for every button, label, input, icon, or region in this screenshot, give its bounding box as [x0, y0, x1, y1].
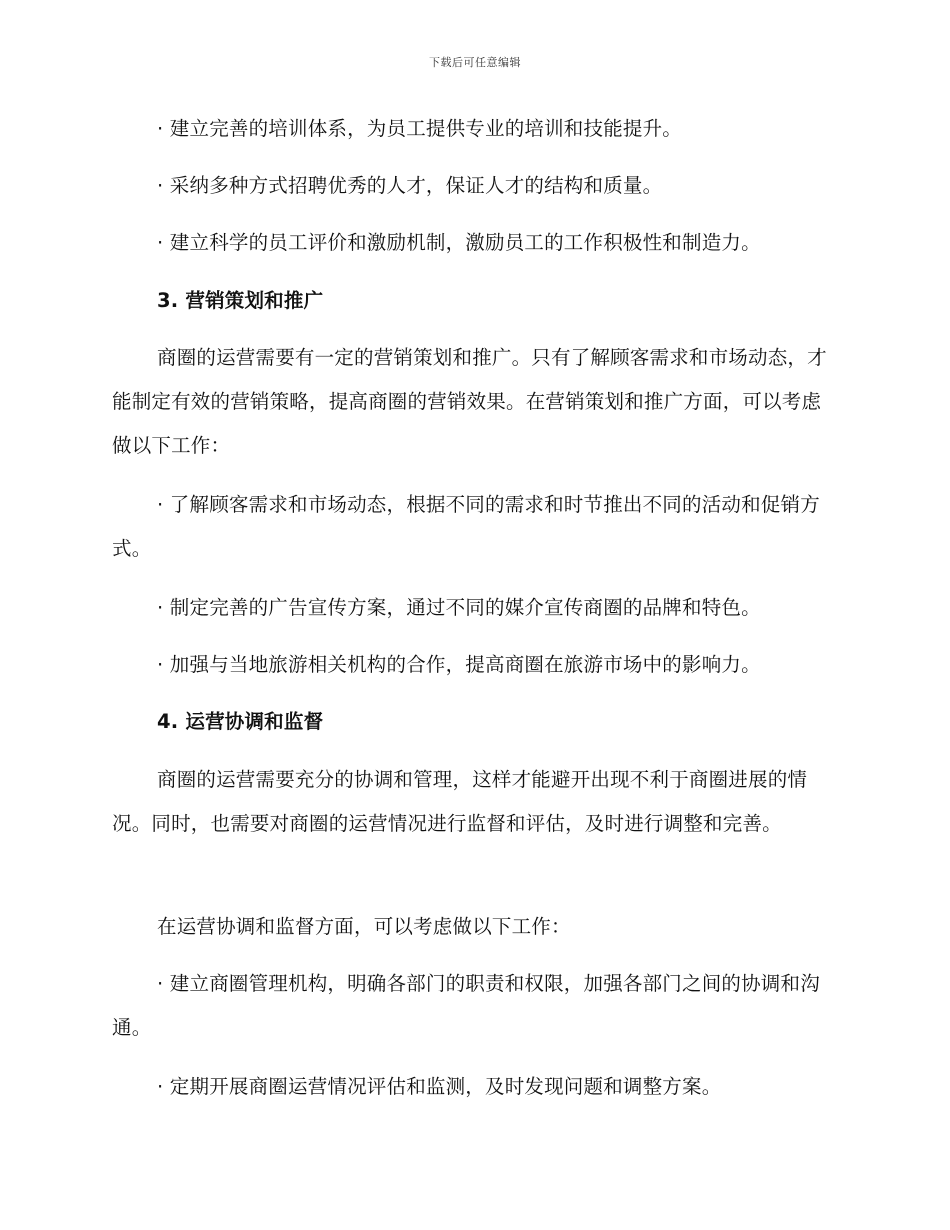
bullet-regular: · 定期开展商圈运营情况评估和监测，及时发现问题和调整方案。 [157, 1075, 722, 1098]
paragraph-marketing: 商圈的运营需要有一定的营销策划和推广。只有了解顾客需求和市场动态，才能制定有效的营销策略，提高商圈的营销效果。在营销策划和推广方面，可以考虑做以下工作： [112, 346, 827, 457]
heading-marketing: 3. 营销策划和推广 [157, 289, 324, 312]
bullet-advert: · 制定完善的广告宣传方案，通过不同的媒介宣传商圈的品牌和特色。 [157, 596, 761, 619]
bullet-recruit: · 采纳多种方式招聘优秀的人才，保证人才的结构和质量。 [157, 174, 663, 197]
bullet-training: · 建立完善的培训体系，为员工提供专业的培训和技能提升。 [157, 117, 682, 140]
bullet-org: · 建立商圈管理机构，明确各部门的职责和权限，加强各部门之间的协调和沟通。 [112, 972, 820, 1039]
heading-coordination: 4. 运营协调和监督 [157, 710, 324, 733]
bullet-tourism: · 加强与当地旅游相关机构的合作，提高商圈在旅游市场中的影响力。 [157, 653, 761, 676]
paragraph-coordination: 商圈的运营需要充分的协调和管理，这样才能避开出现不利于商圈进展的情况。同时，也需要对商圈的运营情况进行监督和评估，及时进行调整和完善。 [112, 768, 808, 835]
bullet-understand: · 了解顾客需求和市场动态，根据不同的需求和时节推出不同的活动和促销方式。 [112, 493, 820, 560]
page-header: 下载后可任意编辑 [429, 56, 521, 69]
paragraph-coordination-intro: 在运营协调和监督方面，可以考虑做以下工作： [157, 915, 571, 938]
bullet-evaluation: · 建立科学的员工评价和激励机制，激励员工的工作积极性和制造力。 [157, 231, 761, 254]
